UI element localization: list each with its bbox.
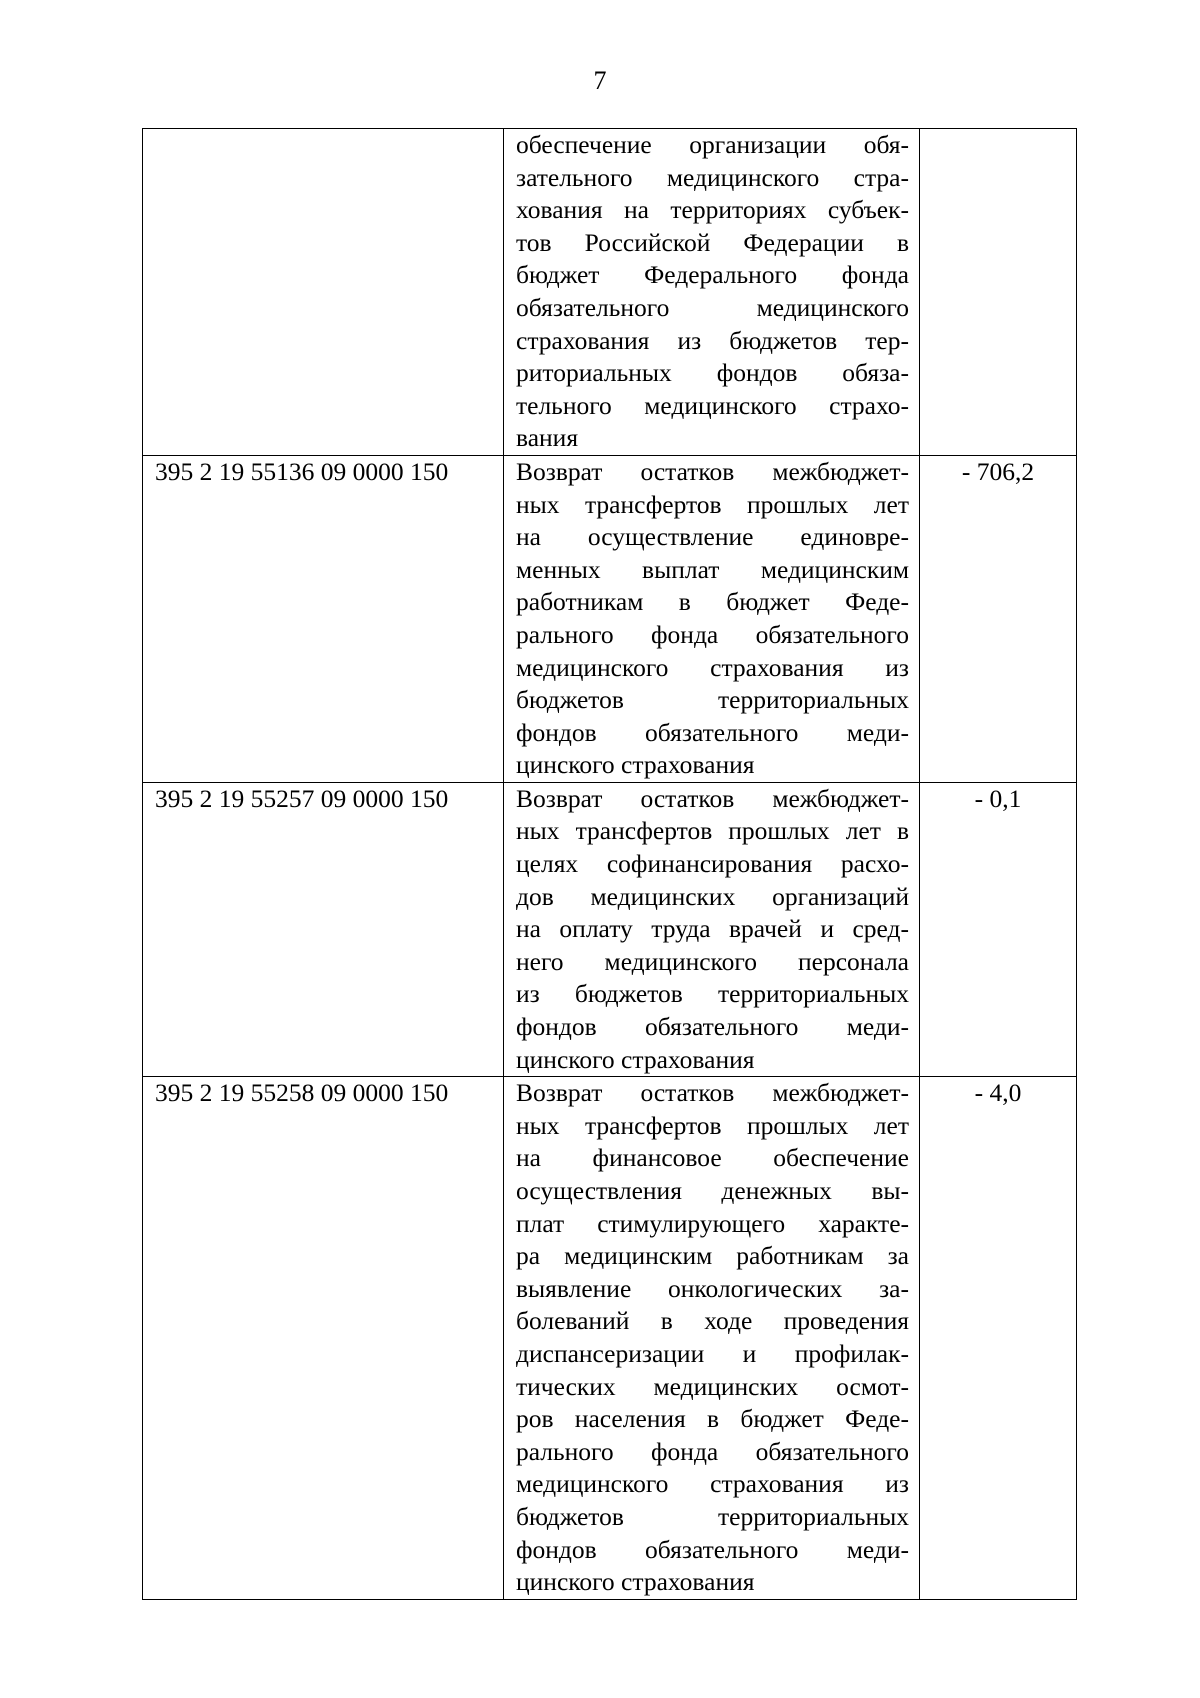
budget-table (142, 128, 1077, 1600)
description-line: фондов обязательного меди- (516, 1534, 909, 1564)
description-line: ных трансфертов прошлых лет (516, 489, 909, 519)
description-line: рального фонда обязательного (516, 1436, 909, 1466)
description-line: на осуществление единовре- (516, 522, 909, 552)
description-line: диспансеризации и профилак- (516, 1338, 909, 1368)
amount-cell: - 4,0 (920, 1077, 1077, 1600)
description-line: менных выплат медицинским (516, 554, 909, 584)
description-line: рального фонда обязательного (516, 619, 909, 649)
description-cell (504, 782, 920, 1076)
description-line: него медицинского персонала (516, 946, 909, 976)
description-line: ров населения в бюджет Феде- (516, 1404, 909, 1434)
description-line: бюджетов территориальных (516, 1501, 909, 1531)
description-line: тельного медицинского страхо- (516, 390, 909, 420)
description-line: плат стимулирующего характе- (516, 1208, 909, 1238)
description-line: цинского страхования (516, 1567, 755, 1597)
description-line: из бюджетов территориальных (516, 979, 909, 1009)
amount-cell (920, 129, 1077, 456)
amount-cell: - 0,1 (920, 782, 1077, 1076)
description-line: обязательного медицинского (516, 292, 909, 322)
description-line: выявление онкологических за- (516, 1273, 909, 1303)
description-line: хования на территориях субъек- (516, 195, 909, 225)
description-line: бюджет Федерального фонда (516, 260, 909, 290)
description-line: медицинского страхования из (516, 1469, 909, 1499)
description-line: вания (516, 423, 579, 453)
budget-code-cell: 395 2 19 55136 09 0000 150 (143, 455, 504, 782)
description-line: цинского страхования (516, 750, 755, 780)
description-line: обеспечение организации обя- (516, 130, 909, 159)
table-row (143, 129, 1077, 456)
description-cell (504, 129, 920, 456)
description-cell (504, 455, 920, 782)
description-cell (504, 1077, 920, 1600)
budget-table-body (143, 129, 1077, 1600)
table-row (143, 455, 1077, 782)
description-line: ных трансфертов прошлых лет в (516, 816, 909, 846)
description-line: Возврат остатков межбюджет- (516, 783, 909, 813)
description-line: страхования из бюджетов тер- (516, 325, 909, 355)
description-line: осуществления денежных вы- (516, 1176, 909, 1205)
description-line: бюджетов территориальных (516, 685, 909, 715)
description-line: целях софинансирования расхо- (516, 849, 909, 879)
amount-cell: - 706,2 (920, 455, 1077, 782)
description-line: цинского страхования (516, 1044, 755, 1074)
page-number: 7 (593, 66, 607, 95)
description-line: Возврат остатков межбюджет- (516, 1078, 909, 1108)
description-line: тов Российской Федерации в (516, 227, 909, 257)
description-line: тических медицинских осмот- (516, 1371, 909, 1401)
budget-code-cell: 395 2 19 55258 09 0000 150 (143, 1077, 504, 1600)
description-line: риториальных фондов обяза- (516, 358, 909, 388)
description-line: Возврат остатков межбюджет- (516, 456, 909, 486)
description-line: фондов обязательного меди- (516, 1012, 909, 1042)
description-line: работникам в бюджет Феде- (516, 587, 909, 617)
description-line: фондов обязательного меди- (516, 717, 909, 747)
description-line: болеваний в ходе проведения (516, 1306, 909, 1336)
description-line: на финансовое обеспечение (516, 1143, 909, 1173)
description-line: зательного медицинского стра- (516, 162, 909, 192)
budget-code-cell (143, 129, 504, 456)
table-row (143, 1077, 1077, 1600)
description-line: медицинского страхования из (516, 652, 909, 682)
budget-code-cell: 395 2 19 55257 09 0000 150 (143, 782, 504, 1076)
description-line: ра медицинским работникам за (516, 1241, 909, 1271)
description-line: ных трансфертов прошлых лет (516, 1110, 909, 1140)
description-line: на оплату труда врачей и сред- (516, 914, 909, 944)
table-row (143, 782, 1077, 1076)
description-line: дов медицинских организаций (516, 881, 909, 911)
